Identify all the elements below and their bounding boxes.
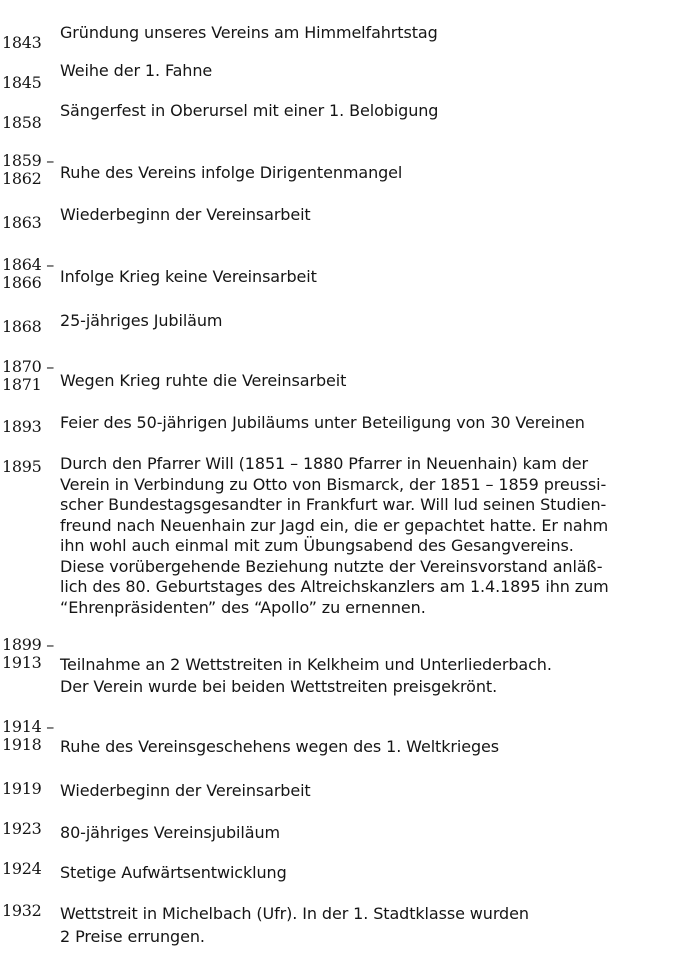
entry-text: 25-jähriges Jubiläum <box>60 311 223 330</box>
entry-text: Wegen Krieg ruhte die Vereinsarbeit <box>60 371 347 390</box>
entry-text: Durch den Pfarrer Will (1851 – 1880 Pfarrer in Neuenhain) kam der Verein in Verbindung zu Otto von Bismarck, der 1851 – 1859 preussi- scher Bundestagsgesandter in Frankfurt war. Will lud seinen Studien- freund nach Neuenhain zur Jagd ein, die er gepachtet hatte. Er nahm ihn wohl auch einmal mit zum Übungsabend des Gesangvereins. Diese vorübergehende Beziehung nutzte der Vereinsvorstand anläß- lich des 80. Geburtstages des Altreichskanzlers am 1.4.1895 ihn zum “Ehrenpräsidenten” des “Apollo” zu ernennen. <box>60 454 609 617</box>
entry-text: Weihe der 1. Fahne <box>60 61 213 80</box>
year-label: 1845 <box>2 73 42 92</box>
year-range-label: 1859 – 1862 <box>2 151 55 188</box>
year-label: 1868 <box>2 317 42 336</box>
year-label: 1919 <box>2 779 42 798</box>
entry-text: Ruhe des Vereinsgeschehens wegen des 1. Weltkrieges <box>60 737 499 756</box>
year-range-label: 1914 – 1918 <box>2 717 55 754</box>
year-label: 1923 <box>2 819 42 838</box>
year-label: 1893 <box>2 417 42 436</box>
entry-text: Wiederbeginn der Vereinsarbeit <box>60 781 311 800</box>
year-range-label: 1899 – 1913 <box>2 635 55 672</box>
entry-text: Feier des 50-jährigen Jubiläums unter Beteiligung von 30 Vereinen <box>60 413 585 432</box>
entry-text: Wiederbeginn der Vereinsarbeit <box>60 205 311 224</box>
year-label: 1843 <box>2 33 42 52</box>
year-range-label: 1870 – 1871 <box>2 357 55 394</box>
entry-text: Sängerfest in Oberursel mit einer 1. Belobigung <box>60 101 439 120</box>
entry-text: Infolge Krieg keine Vereinsarbeit <box>60 267 317 286</box>
entry-text: Stetige Aufwärtsentwicklung <box>60 863 287 882</box>
entry-text: Ruhe des Vereins infolge Dirigentenmangel <box>60 163 403 182</box>
entry-text: 80-jähriges Vereinsjubiläum <box>60 823 280 842</box>
year-range-label: 1864 – 1866 <box>2 255 55 292</box>
entry-text: Gründung unseres Vereins am Himmelfahrtstag <box>60 23 438 42</box>
year-label: 1863 <box>2 213 42 232</box>
entry-text: Wettstreit in Michelbach (Ufr). In der 1. Stadtklasse wurden 2 Preise errungen. <box>60 904 529 946</box>
year-label: 1895 <box>2 457 42 476</box>
year-label: 1924 <box>2 859 42 878</box>
year-label: 1858 <box>2 113 42 132</box>
entry-text: Teilnahme an 2 Wettstreiten in Kelkheim und Unterliederbach. Der Verein wurde bei beiden Wettstreiten preisgekrönt. <box>60 655 552 696</box>
year-label: 1932 <box>2 901 42 920</box>
